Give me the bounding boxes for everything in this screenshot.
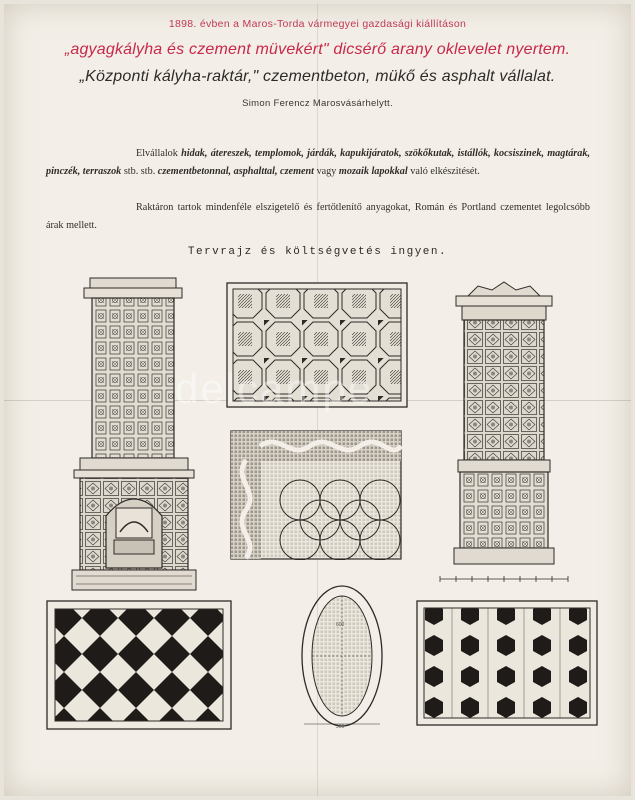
header-owner-line: Simon Ferencz Marosvásárhelytt. — [242, 98, 393, 109]
header-award-line: „agyagkályha és czement müvekért" dicsérő arany oklevelet nyertem. — [64, 41, 571, 58]
tiled-stove-left-illustration — [66, 276, 198, 592]
basin-dimension-top: 600 — [336, 622, 345, 628]
services-list: hidak, átereszek, templomok, járdák, kapukijáratok, szökőkutak, istállók, kocsiszinek, magtárak, pinczék, terraszok — [46, 148, 590, 177]
oval-basin-plan-illustration — [296, 578, 388, 730]
header-exhibition-line: 1898. évben a Maros-Torda vármegyei gazdasági kiállításon — [168, 18, 467, 30]
materials-list: czementbetonnal, asphalttal, czement — [157, 165, 315, 177]
hexagon-floor-illustration — [416, 600, 598, 726]
mosaic-tiles: mozaik lapokkal — [338, 165, 408, 177]
stock-paragraph: Raktáron tartok mindenféle elszigetelő és fertőtlenítő anyagokat, Román és Portland czementet legolcsóbb árak mellett. — [46, 202, 590, 231]
scale-bar — [438, 574, 570, 584]
mosaic-border-panel-illustration — [230, 430, 402, 560]
checkerboard-floor-illustration — [46, 600, 232, 730]
watermark-text: delcampe — [175, 365, 374, 412]
basin-dimension-bottom: 900 — [336, 724, 345, 730]
header-company-line: „Központi kályha-raktár," czementbeton, mükő és asphalt vállalat. — [79, 68, 556, 85]
tiled-stove-right-illustration — [448, 280, 560, 566]
services-paragraph: Elvállalok hidak, átereszek, templomok, járdák, kapukijáratok, szökőkutak, istállók, kocsiszinek, magtárak, pinczék, terraszok stb. stb. czementbetonnal, asphalttal, czement vagy mozaik lapokkal való elkészitését. — [46, 148, 590, 177]
free-plans-heading: Tervrajz és költségvetés ingyen. — [187, 246, 448, 258]
